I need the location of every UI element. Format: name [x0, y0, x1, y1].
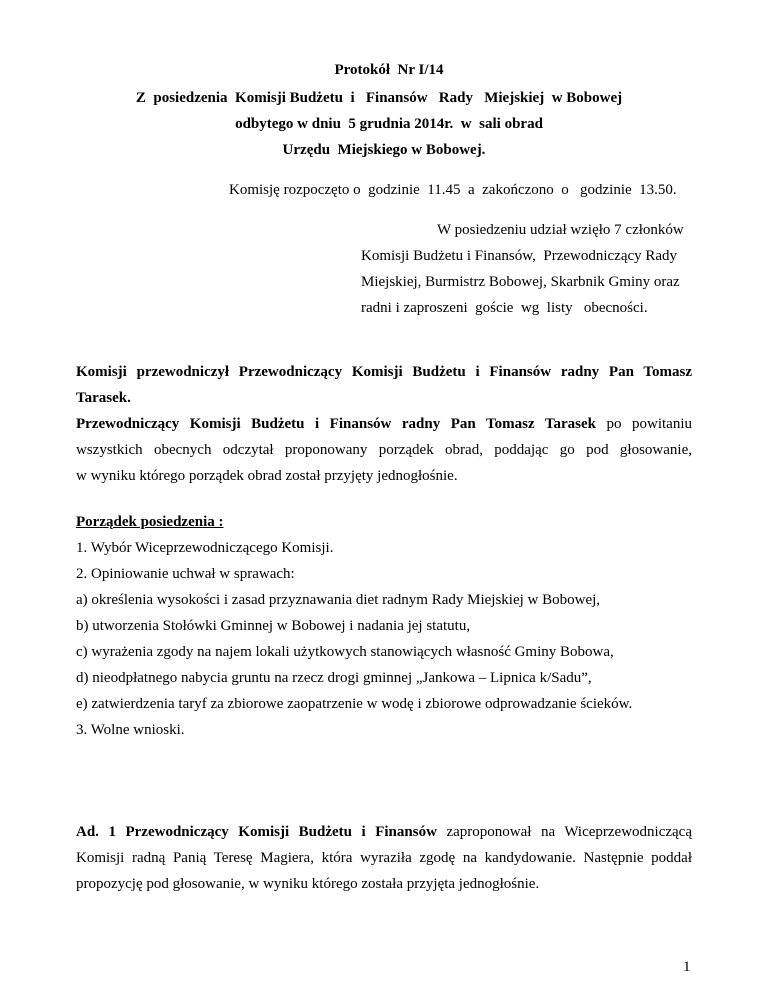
attendance-line-2: Komisji Budżetu i Finansów, Przewodniczący Rady — [361, 248, 678, 264]
chair-line-2: Tarasek. — [76, 390, 131, 406]
session-times: Komisję rozpoczęto o godzinie 11.45 a zakończono o godzinie 13.50. — [229, 182, 677, 198]
agenda-item: 3. Wolne wnioski. — [76, 722, 185, 738]
ad1-line-3: propozycję pod głosowanie, w wyniku którego została przyjęta jednogłośnie. — [76, 876, 540, 892]
attendance-line-4: radni i zaproszeni goście wg listy obecności. — [361, 300, 648, 316]
intro-line-1 — [76, 416, 692, 433]
agenda-item: 2. Opiniowanie uchwał w sprawach: — [76, 566, 295, 582]
header-line-3: odbytego w dniu 5 grudnia 2014r. w sali obrad — [235, 116, 543, 132]
agenda-item: a) określenia wysokości i zasad przyznawania diet radnym Rady Miejskiej w Bobowej, — [76, 592, 601, 608]
attendance-line-1: W posiedzeniu udział wzięło 7 członków — [437, 222, 684, 238]
header-line-4: Urzędu Miejskiego w Bobowej. — [282, 142, 486, 158]
agenda-title: Porządek posiedzenia : — [76, 514, 224, 530]
agenda-item: e) zatwierdzenia taryf za zbiorowe zaopatrzenie w wodę i zbiorowe odprowadzanie ścieków. — [76, 696, 633, 712]
agenda-item: b) utworzenia Stołówki Gminnej w Bobowej i nadania jej statutu, — [76, 618, 471, 634]
page-number: 1 — [683, 959, 691, 975]
ad1-line-1-rest: zaproponował na Wiceprzewodniczącą — [436, 824, 692, 840]
chair-line-1: Komisji przewodniczył Przewodniczący Komisji Budżetu i Finansów radny Pan Tomasz — [76, 364, 692, 380]
agenda-item: c) wyrażenia zgody na najem lokali użytkowych stanowiących własność Gminy Bobowa, — [76, 644, 614, 660]
attendance-line-3: Miejskiej, Burmistrz Bobowej, Skarbnik Gminy oraz — [361, 274, 680, 290]
document-title: Protokół Nr I/14 — [334, 62, 444, 78]
ad1-line-1 — [76, 824, 692, 841]
intro-line-1-rest: po powitaniu — [595, 416, 692, 432]
header-line-2: Z posiedzenia Komisji Budżetu i Finansów Rady Miejskiej w Bobowej — [135, 90, 623, 106]
intro-line-3: w wyniku którego porządek obrad został przyjęty jednogłośnie. — [76, 468, 458, 484]
ad1-heading: Ad. 1 Przewodniczący Komisji Budżetu i Finansów — [76, 824, 437, 840]
intro-line-2: wszystkich obecnych odczytał proponowany porządek obrad, poddając go pod głosowanie, — [76, 442, 692, 458]
intro-chair-name: Przewodniczący Komisji Budżetu i Finansów radny Pan Tomasz Tarasek — [76, 416, 596, 432]
agenda-item: 1. Wybór Wiceprzewodniczącego Komisji. — [76, 540, 334, 556]
ad1-line-2: Komisji radną Panią Teresę Magiera, która wyraziła zgodę na kandydowanie. Następnie poddał — [76, 850, 692, 866]
agenda-item: d) nieodpłatnego nabycia gruntu na rzecz drogi gminnej „Jankowa – Lipnica k/Sadu”, — [76, 670, 592, 686]
